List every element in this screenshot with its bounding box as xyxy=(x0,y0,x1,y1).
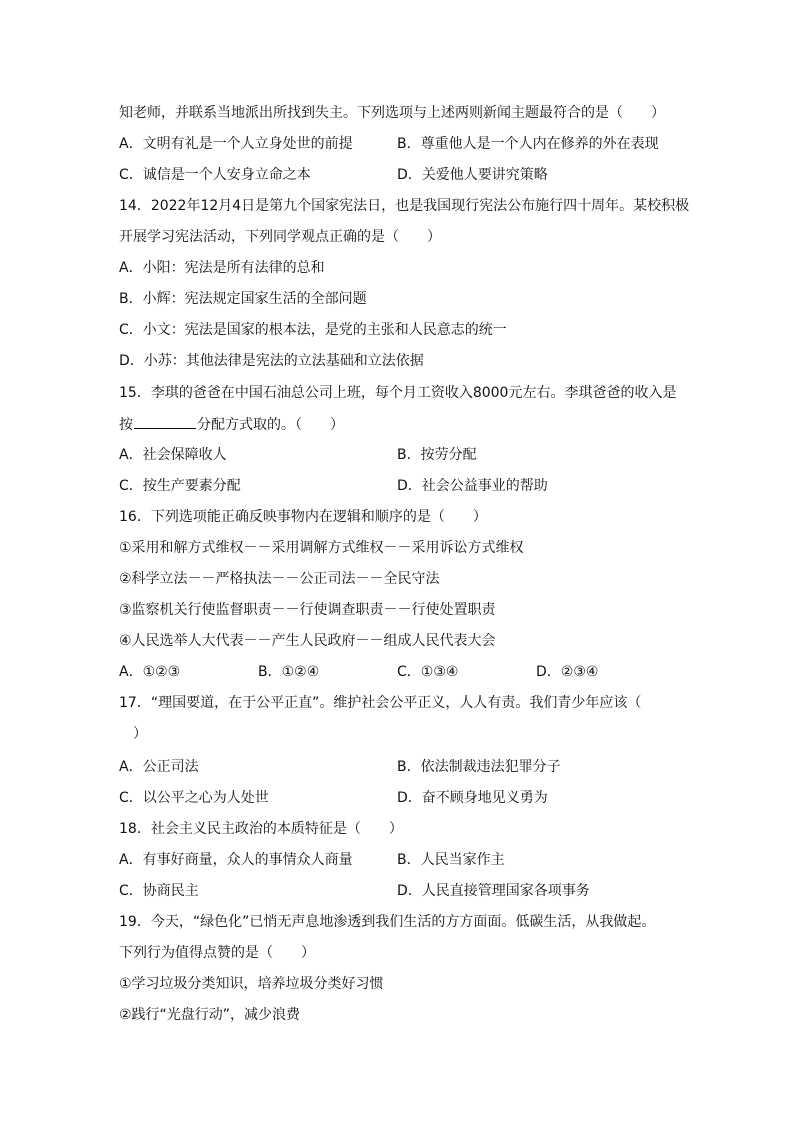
q18-option-b: B．人民当家作主 xyxy=(397,852,505,868)
q14-option-a: A．小阳：宪法是所有法律的总和 xyxy=(119,260,325,276)
q15-answer-blank xyxy=(134,414,196,429)
q16-item-2: ②科学立法－－严格执法－－公正司法－－全民守法 xyxy=(119,571,440,587)
q16-item-4: ④人民选举人大代表－－产生人民政府－－组成人民代表大会 xyxy=(119,633,496,649)
q13-option-a: A．文明有礼是一个人立身处世的前提 xyxy=(119,136,353,152)
q16-option-a: A．①②③ xyxy=(119,664,181,680)
q14-stem-line2: 开展学习宪法活动，下列同学观点正确的是（ ） xyxy=(119,229,441,245)
q13-option-b: B．尊重他人是一个人内在修养的外在表现 xyxy=(397,136,659,152)
q13-option-d: D．关爱他人要讲究策略 xyxy=(397,167,548,183)
q18-stem: 18．社会主义民主政治的本质特征是（ ） xyxy=(119,821,403,837)
q16-option-c: C．①③④ xyxy=(397,664,459,680)
q15-option-b: B．按劳分配 xyxy=(397,447,477,463)
q18-option-d: D．人民直接管理国家各项事务 xyxy=(397,883,590,899)
q19-stem-line2: 下列行为值得点赞的是（ ） xyxy=(119,945,315,961)
q19-item-2: ②践行“光盘行动”，减少浪费 xyxy=(119,1007,301,1023)
q15-stem-suffix: 分配方式取的。（ ） xyxy=(197,417,344,433)
q15-option-d: D．社会公益事业的帮助 xyxy=(397,478,548,494)
q16-stem: 16．下列选项能正确反映事物内在逻辑和顺序的是（ ） xyxy=(119,509,487,525)
q16-option-d: D．②③④ xyxy=(536,664,599,680)
q17-option-d: D．奋不顾身地见义勇为 xyxy=(397,790,548,806)
q17-stem-line1: 17．“理国要道，在于公平正直”。维护社会公平正义，人人有责。我们青少年应该（ xyxy=(119,695,642,711)
q17-option-c: C．以公平之心为人处世 xyxy=(119,790,269,806)
q18-option-a: A．有事好商量，众人的事情众人商量 xyxy=(119,852,353,868)
q14-option-c: C．小文：宪法是国家的根本法，是党的主张和人民意志的统一 xyxy=(119,322,507,338)
q19-item-1: ①学习垃圾分类知识，培养垃圾分类好习惯 xyxy=(119,976,384,992)
q14-option-b: B．小辉：宪法规定国家生活的全部问题 xyxy=(119,291,367,307)
q13-stem-continuation: 知老师，并联系当地派出所找到失主。下列选项与上述两则新闻主题最符合的是（ ） xyxy=(119,105,665,121)
q14-option-d: D．小苏：其他法律是宪法的立法基础和立法依据 xyxy=(119,353,424,369)
q13-option-c: C．诚信是一个人安身立命之本 xyxy=(119,167,311,183)
q16-item-3: ③监察机关行使监督职责－－行使调查职责－－行使处置职责 xyxy=(119,602,496,618)
q17-option-a: A．公正司法 xyxy=(119,759,199,775)
q14-stem-line1: 14．2022年12月4日是第九个国家宪法日，也是我国现行宪法公布施行四十周年。某校积极 xyxy=(119,198,690,214)
q15-option-c: C．按生产要素分配 xyxy=(119,478,241,494)
q15-stem-line1: 15．李琪的爸爸在中国石油总公司上班，每个月工资收入8000元左右。李琪爸爸的收入是 xyxy=(119,385,677,401)
q17-option-b: B．依法制裁违法犯罪分子 xyxy=(397,759,561,775)
q19-stem-line1: 19．今天，“绿色化”已悄无声息地渗透到我们生活的方方面面。低碳生活，从我做起。 xyxy=(119,914,656,930)
q17-stem-line2: ） xyxy=(119,726,147,742)
q15-stem-prefix: 按 xyxy=(119,417,133,433)
q16-item-1: ①采用和解方式维权－－采用调解方式维权－－采用诉讼方式维权 xyxy=(119,540,524,556)
q18-option-c: C．协商民主 xyxy=(119,883,199,899)
q16-option-b: B．①②④ xyxy=(258,664,320,680)
q15-stem-line2 xyxy=(119,414,344,435)
q15-option-a: A．社会保障收人 xyxy=(119,447,227,463)
